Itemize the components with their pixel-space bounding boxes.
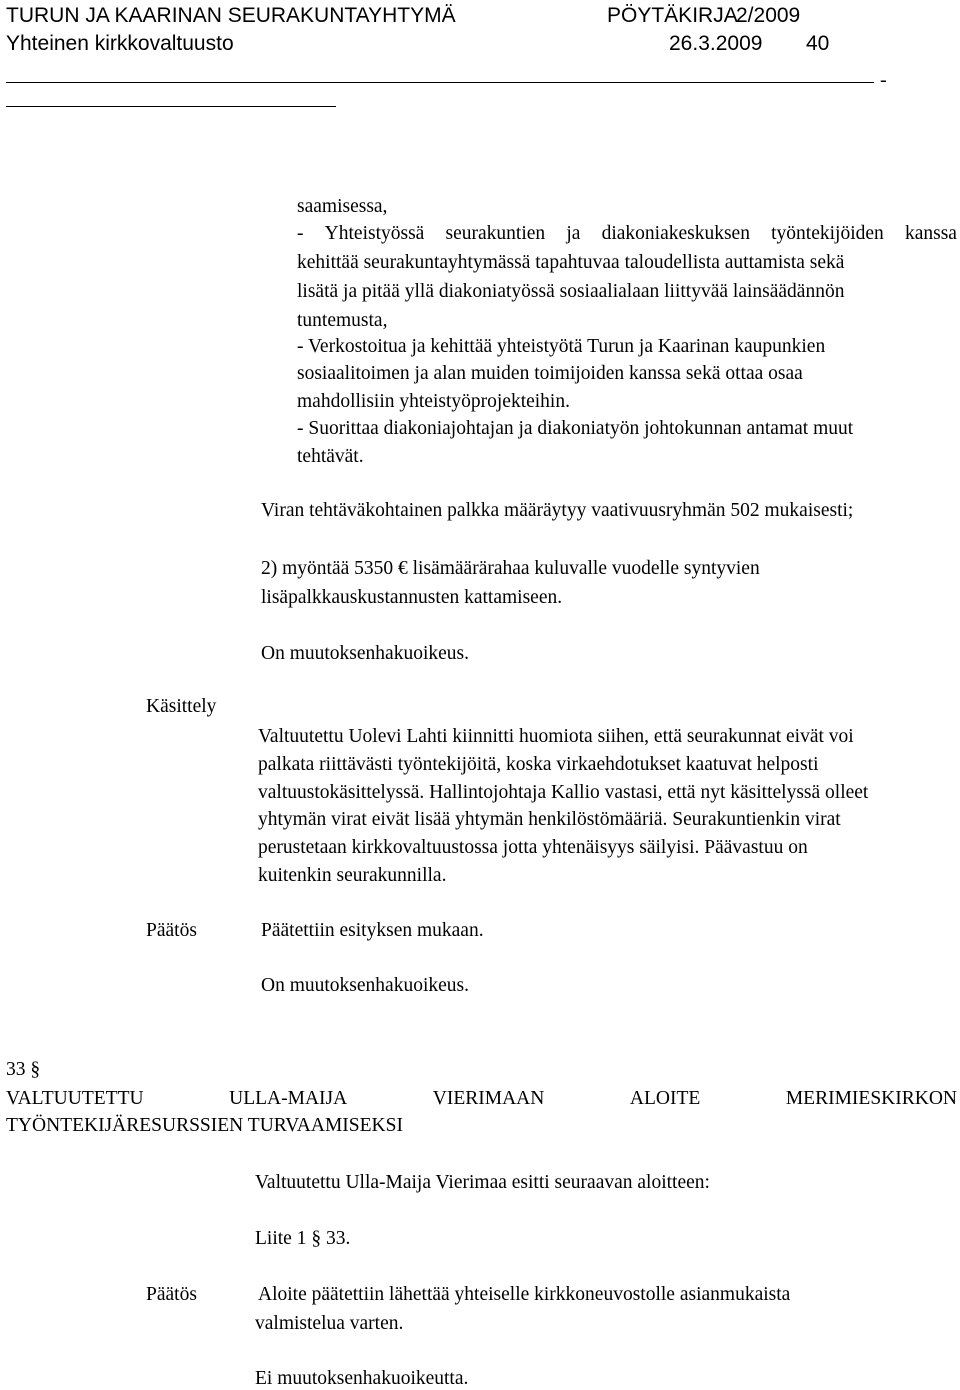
grant-line: lisäpalkkauskustannusten kattamiseen.: [261, 587, 563, 608]
decision-line: valmistelua varten.: [255, 1313, 404, 1334]
header-org: TURUN JA KAARINAN SEURAKUNTAYHTYMÄ: [6, 4, 456, 27]
duties-line: mahdollisiin yhteistyöprojekteihin.: [297, 391, 570, 412]
duties-line: kehittää seurakuntayhtymässä tapahtuvaa taloudellista auttamista sekä: [297, 252, 845, 273]
section-number: 33 §: [6, 1059, 41, 1080]
duties-line: saamisessa,: [297, 196, 388, 217]
decision-label: Päätös: [146, 1284, 197, 1305]
appeal-statement: Ei muutoksenhakuoikeutta.: [255, 1368, 469, 1389]
kasittely-line: yhtymän virat eivät lisää yhtymän henkilöstömääriä. Seurakuntienkin virat: [258, 809, 841, 830]
kasittely-line: kuitenkin seurakunnilla.: [258, 865, 447, 886]
decision-label: Päätös: [146, 920, 197, 941]
attachment-reference: Liite 1 § 33.: [255, 1228, 351, 1249]
kasittely-line: valtuustokäsittelyssä. Hallintojohtaja Kallio vastasi, että nyt käsittelyssä olleet: [258, 782, 869, 803]
section-title-line-2: TYÖNTEKIJÄRESURSSIEN TURVAAMISEKSI: [6, 1115, 403, 1136]
header-rule-1: [6, 82, 874, 83]
decision-text: Päätettiin esityksen mukaan.: [261, 920, 484, 941]
header-body: Yhteinen kirkkovaltuusto: [6, 32, 234, 55]
kasittely-label: Käsittely: [146, 696, 217, 717]
section-intro: Valtuutettu Ulla-Maija Vierimaa esitti seuraavan aloitteen:: [255, 1172, 710, 1193]
appeal-statement: On muutoksenhakuoikeus.: [261, 975, 469, 996]
header-date: 26.3.2009: [669, 32, 763, 55]
header-rule-dash: -: [880, 69, 887, 91]
kasittely-line: Valtuutettu Uolevi Lahti kiinnitti huomiota siihen, että seurakunnat eivät voi: [258, 726, 854, 747]
duties-line: - Verkostoitua ja kehittää yhteistyötä Turun ja Kaarinan kaupunkien: [297, 336, 826, 357]
duties-line: - Suorittaa diakoniajohtajan ja diakoniatyön johtokunnan antamat muut: [297, 418, 854, 439]
header-doc-number: 2/2009: [736, 4, 801, 27]
header-page-number: 40: [806, 32, 830, 55]
decision-line: Aloite päätettiin lähettää yhteiselle kirkkoneuvostolle asianmukaista: [258, 1284, 791, 1305]
duties-line: tehtävät.: [297, 446, 364, 467]
duties-line: sosiaalitoimen ja alan muiden toimijoiden kanssa sekä ottaa osaa: [297, 363, 803, 384]
salary-statement: Viran tehtäväkohtainen palkka määräytyy vaativuusryhmän 502 mukaisesti;: [261, 500, 854, 521]
grant-line: 2) myöntää 5350 € lisämäärärahaa kuluvalle vuodelle syntyvien: [261, 558, 760, 579]
section-title-line-1: VALTUUTETTU ULLA-MAIJA VIERIMAAN ALOITE MERIMIESKIRKON: [6, 1088, 957, 1109]
kasittely-line: palkata riittävästi työntekijöitä, koska virkaehdotukset kaatuvat helposti: [258, 754, 819, 775]
header-rule-2: [6, 106, 336, 107]
kasittely-line: perustetaan kirkkovaltuustossa jotta yhtenäisyys säilyisi. Päävastuu on: [258, 837, 808, 858]
appeal-statement: On muutoksenhakuoikeus.: [261, 643, 469, 664]
header-doc-type: PÖYTÄKIRJA: [607, 4, 738, 27]
duties-line: lisätä ja pitää yllä diakoniatyössä sosiaalialaan liittyvää lainsäädännön: [297, 281, 845, 302]
duties-line: - Yhteistyössä seurakuntien ja diakoniakeskuksen työntekijöiden kanssa: [297, 223, 957, 244]
duties-line: tuntemusta,: [297, 310, 388, 331]
